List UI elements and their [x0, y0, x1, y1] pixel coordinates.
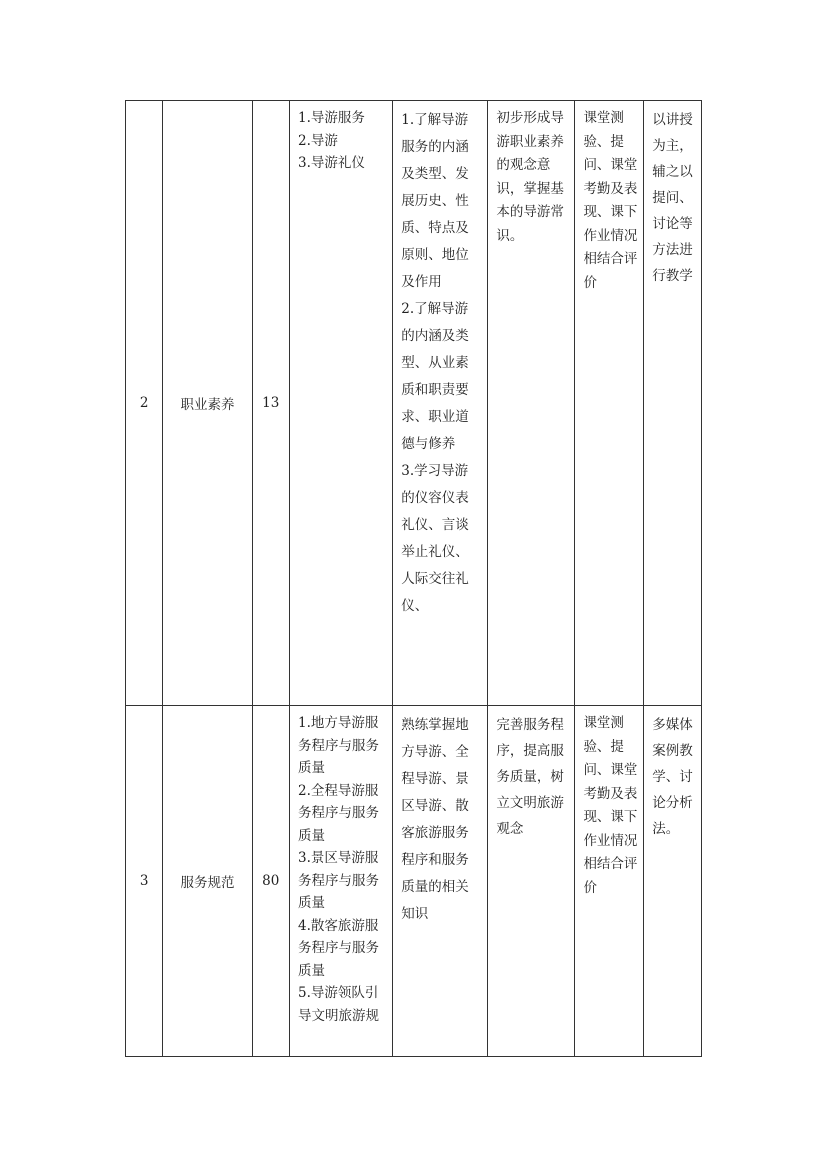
- module-name: 服务规范: [163, 706, 252, 1057]
- content-cell: [289, 706, 392, 1057]
- table-row: [126, 706, 702, 1057]
- teaching-requirements: 熟练掌握地方导游、全程导游、景区导游、散客旅游服务程序和服务质量的相关知识: [401, 717, 469, 922]
- teaching-requirements: 1.了解导游服务的内涵及类型、发展历史、性质、特点及原则、地位及作用 2.了解导游的内涵及类型、从业素质和职责要求、职业道德与修养 3.学习导游的仪容仪表礼仪、言谈举止礼仪、人际交往礼仪、: [401, 112, 469, 614]
- method-cell: [644, 706, 702, 1057]
- requirements-cell: [393, 101, 488, 706]
- teaching-content: 1.地方导游服务程序与服务质量 2.全程导游服务程序与服务质量 3.景区导游服务程序与服务质量 4.散客旅游服务程序与服务质量 5.导游领队引导文明旅游规: [297, 715, 379, 1024]
- requirements-cell: [393, 706, 488, 1057]
- teaching-goals: 完善服务程序，提高服务质量，树立文明旅游观念: [496, 717, 564, 837]
- assessment-cell: [575, 706, 644, 1057]
- teaching-method: 多媒体案例教学、讨论分析法。: [652, 717, 693, 837]
- class-hours: 80: [252, 706, 289, 1057]
- goals-cell: [488, 706, 575, 1057]
- method-cell: [644, 101, 702, 706]
- row-index: 3: [126, 706, 163, 1057]
- assessment-method: 课堂测验、提问、课堂考勤及表现、课下作业情况相结合评价: [583, 110, 638, 291]
- table-row: [126, 101, 702, 706]
- teaching-content: 1.导游服务 2.导游 3.导游礼仪: [297, 110, 365, 171]
- row-index: 2: [126, 101, 163, 706]
- teaching-goals: 初步形成导游职业素养的观念意识，掌握基本的导游常识。: [496, 110, 564, 244]
- module-name: 职业素养: [163, 101, 252, 706]
- assessment-cell: [575, 101, 644, 706]
- course-table: [125, 100, 702, 1057]
- assessment-method: 课堂测验、提问、课堂考勤及表现、课下作业情况相结合评价: [583, 715, 638, 896]
- content-cell: [289, 101, 392, 706]
- class-hours: 13: [252, 101, 289, 706]
- teaching-method: 以讲授为主，辅之以提问、讨论等方法进行教学: [652, 112, 693, 284]
- goals-cell: [488, 101, 575, 706]
